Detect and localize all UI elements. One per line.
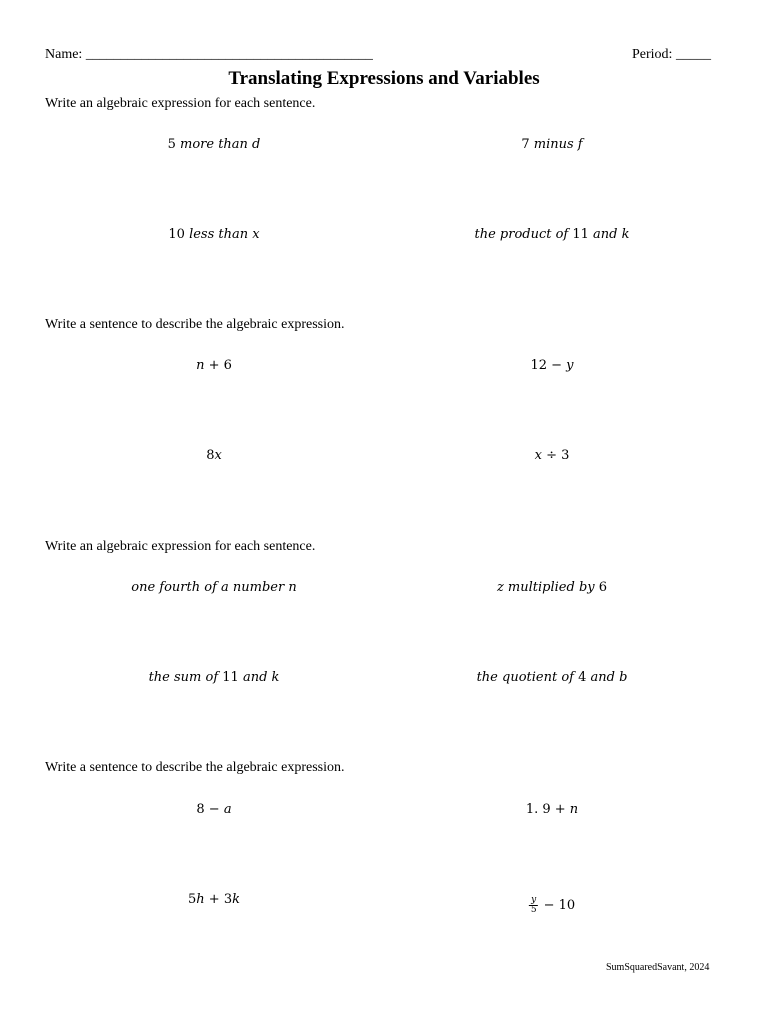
section-4-instruction: Write a sentence to describe the algebraic expression.: [45, 760, 345, 775]
problem-15: 5h + 3k: [188, 892, 240, 907]
worksheet-title: Translating Expressions and Variables: [228, 68, 540, 89]
problem-5: n + 6: [196, 358, 232, 373]
problem-3: 10 less than x: [168, 227, 260, 242]
problem-16: [529, 891, 575, 915]
name-field-label: Name: _________________________________________: [45, 47, 373, 62]
fraction-numerator: y: [531, 895, 537, 905]
problem-12: the quotient of 4 and b: [476, 670, 628, 685]
problem-8: x ÷ 3: [534, 448, 570, 463]
problem-13: 8 − a: [196, 802, 232, 817]
problem-14: 1. 9 + n: [525, 802, 579, 817]
problem-2: 7 minus f: [521, 137, 583, 152]
section-1-instruction: Write an algebraic expression for each sentence.: [45, 96, 316, 111]
problem-7: 8x: [206, 448, 222, 463]
footer-credit: SumSquaredSavant, 2024: [606, 962, 710, 973]
section-3-instruction: Write an algebraic expression for each sentence.: [45, 539, 316, 554]
problem-1: 5 more than d: [167, 137, 261, 152]
period-field-label: Period: _____: [632, 47, 711, 62]
problem-4: the product of 11 and k: [474, 227, 630, 242]
problem-6: 12 − y: [530, 358, 574, 373]
section-2-instruction: Write a sentence to describe the algebraic expression.: [45, 317, 345, 332]
fraction: [529, 896, 539, 915]
fraction-denominator: 5: [530, 905, 537, 915]
problem-11: the sum of 11 and k: [148, 670, 280, 685]
fraction-rest: − 10: [543, 898, 576, 913]
problem-10: z multiplied by 6: [496, 580, 608, 595]
problem-9: one fourth of a number n: [131, 580, 297, 595]
